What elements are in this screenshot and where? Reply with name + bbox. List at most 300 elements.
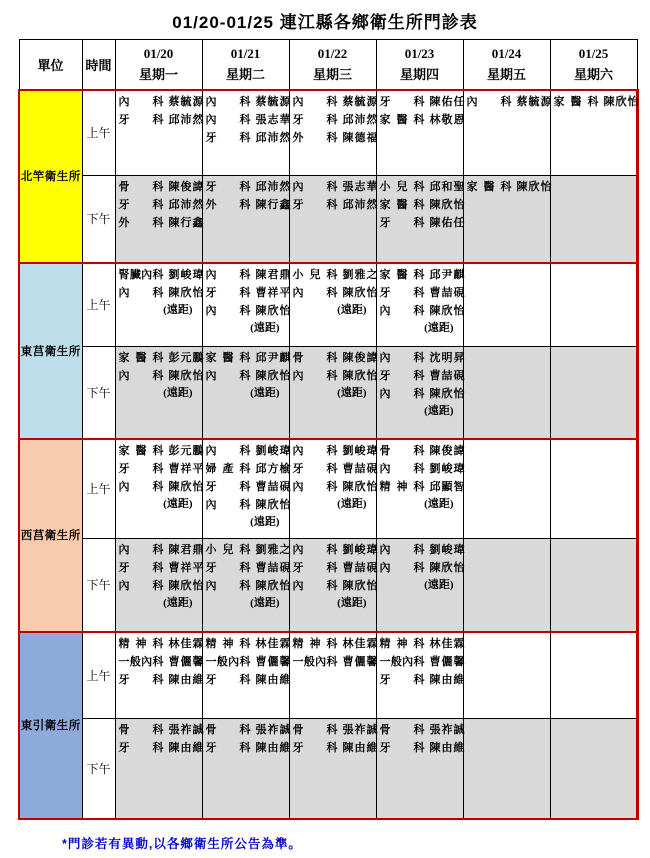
department: 內 科 [118,370,164,382]
session-label: 下午 [82,719,115,819]
schedule-entry [205,442,292,460]
department: 牙 科 [118,562,164,574]
header-day-weekday: 星期六 [573,67,613,83]
schedule-cell [289,263,379,347]
department: 牙 科 [379,217,425,229]
department: 內 科 [292,544,338,556]
department: 牙 科 [292,462,338,475]
remote-tag: (遠距) [424,405,454,417]
doctor-name: 張祚誠 [342,724,379,736]
doctor-name: 邱沛然 [168,113,205,126]
department: 一 般 內 科 [205,655,251,668]
schedule-entry [379,671,466,689]
schedule-entry [205,721,292,739]
header-day [115,40,202,90]
department: 牙 科 [205,131,251,144]
session-label: 下午 [82,176,115,263]
schedule-cell [289,176,379,263]
doctor-name: 蔡毓源 [342,95,379,108]
doctor-name: 邱沛然 [255,181,292,193]
doctor-name: 邱顯智 [429,480,466,493]
doctor-name: 林佳霖 [168,637,205,650]
schedule-entry [205,367,292,385]
schedule-row [19,347,637,439]
department: 骨 科 [379,724,425,736]
department: 精 神 科 [379,480,425,493]
schedule-entry [379,214,466,232]
department: 牙 科 [205,562,251,574]
doctor-name: 張志華 [255,113,292,126]
schedule-cell [289,632,379,719]
doctor-name: 陳欣怡 [255,370,292,382]
schedule-entry [205,349,292,367]
doctor-name: 陳欣怡 [168,580,205,592]
doctor-name: 陳行鑫 [168,217,205,229]
department: 牙 科 [292,113,338,126]
schedule-row [19,439,637,539]
schedule-cell [202,263,292,347]
schedule-entry [379,367,466,385]
schedule-entry [379,460,466,478]
doctor-name: 陳欣怡 [342,370,379,382]
doctor-name: 邱尹麒 [255,352,292,364]
department: 牙 科 [118,742,164,754]
schedule-entry [292,111,379,129]
schedule-entry [379,196,466,214]
header-day [376,40,463,90]
remote-tag: (遠距) [424,321,454,334]
department: 牙 科 [292,199,338,211]
schedule-entry [379,111,466,129]
schedule-entry [292,442,379,460]
schedule-entry [292,559,379,577]
department: 家 醫 科 [379,199,425,211]
doctor-name: 陳佑任 [429,217,466,229]
doctor-name: 林佳霖 [429,637,466,650]
clinic-name: 東引衛生所 [19,632,82,819]
remote-tag: (遠距) [337,303,367,316]
schedule-entry [379,721,466,739]
department: 牙 科 [205,480,251,493]
doctor-name: 蔡毓源 [516,95,553,108]
schedule-entry [292,178,379,196]
doctor-name: 劉峻瑋 [255,444,292,457]
doctor-name: 林佳霖 [342,637,379,650]
doctor-name: 曹儷馨 [168,655,205,668]
schedule-entry [205,460,292,478]
schedule-row [19,90,637,176]
schedule-entry [118,635,205,653]
schedule-cell [463,176,553,263]
schedule-entry [292,93,379,111]
schedule-entry [292,129,379,147]
schedule-entry [118,196,205,214]
schedule-entry [292,367,379,385]
doctor-name: 陳俊諱 [168,181,205,193]
header-day-date: 01/20 [143,46,174,62]
header-time: 時間 [82,40,115,90]
doctor-name: 邱尹麒 [429,268,466,281]
schedule-cell [289,347,379,439]
department: 內 科 [205,268,251,281]
department: 內 科 [118,95,164,108]
doctor-name: 陳欣怡 [255,498,292,511]
remote-tag: (遠距) [337,597,367,609]
department: 牙 科 [205,673,251,686]
doctor-name: 陳欣怡 [168,286,205,299]
doctor-name: 沈明昇 [429,352,466,364]
department: 牙 科 [379,742,425,754]
schedule-entry [379,559,466,577]
schedule-cell [376,719,466,819]
doctor-name: 陳欣怡 [429,562,466,574]
schedule-entry [205,129,292,147]
schedule-entry [118,284,205,302]
schedule-entry [379,349,466,367]
remote-tag: (遠距) [250,387,280,399]
schedule-entry [292,266,379,284]
doctor-name: 陳由維 [429,673,466,686]
doctor-name: 劉峻瑋 [168,268,205,281]
department: 骨 科 [292,724,338,736]
schedule-entry [205,496,292,514]
schedule-entry [553,93,640,111]
schedule-cell [463,632,550,719]
department: 精 神 科 [118,637,164,650]
schedule-entry [205,111,292,129]
schedule-cell [550,539,637,632]
department: 內 科 [205,95,251,108]
department: 精 神 科 [379,637,425,650]
schedule-cell [463,263,550,347]
schedule-cell [289,539,379,632]
department: 內 科 [118,480,164,493]
doctor-name: 陳君鼎 [255,268,292,281]
schedule-entry [118,541,205,559]
department: 牙 科 [118,199,164,211]
schedule-cell [463,90,553,176]
schedule-entry [118,178,205,196]
department: 牙 科 [379,95,425,108]
remote-tag: (遠距) [163,387,193,399]
doctor-name: 蔡毓源 [168,95,205,108]
department: 內 科 [379,562,425,574]
department: 牙 科 [379,286,425,299]
clinic-name: 西莒衛生所 [19,439,82,632]
schedule-entry [118,559,205,577]
schedule-cell [550,176,637,263]
doctor-name: 陳欣怡 [429,199,466,211]
schedule-cell [115,176,205,263]
department: 骨 科 [379,444,425,457]
department: 外 科 [292,131,338,144]
schedule-entry [379,478,466,496]
session-label: 上午 [82,263,115,347]
department: 內 科 [379,304,425,317]
doctor-name: 張志華 [342,181,379,193]
schedule-body [19,90,640,819]
schedule-entry [205,739,292,757]
doctor-name: 曹儷馨 [429,655,466,668]
remote-tag: (遠距) [337,387,367,399]
department: 內 科 [292,370,338,382]
department: 家 醫 科 [118,352,164,364]
doctor-name: 曹喆硯 [429,286,466,299]
remote-tag: (遠距) [424,579,454,591]
schedule-entry [118,671,205,689]
doctor-name: 陳欣怡 [255,580,292,592]
department: 家 醫 科 [205,352,251,364]
doctor-name: 邱和聖 [429,181,466,193]
doctor-name: 蔡毓源 [255,95,292,108]
doctor-name: 林佳霖 [255,637,292,650]
header-day [202,40,289,90]
schedule-entry [205,266,292,284]
schedule-cell [550,632,637,719]
doctor-name: 陳由維 [429,742,466,754]
clinic-name: 北竿衛生所 [19,90,82,263]
department: 內 科 [205,113,251,126]
doctor-name: 曹喆硯 [255,480,292,493]
doctor-name: 張祚誠 [429,724,466,736]
doctor-name: 張祚誠 [255,724,292,736]
schedule-entry [205,577,292,595]
schedule-entry [205,541,292,559]
schedule-cell [202,90,292,176]
doctor-name: 邱沛然 [255,131,292,144]
department: 內 科 [205,304,251,317]
doctor-name: 陳欣怡 [429,388,466,400]
schedule-cell [376,263,466,347]
schedule-cell [376,90,466,176]
doctor-name: 陳德福 [342,131,379,144]
schedule-cell [115,347,205,439]
session-label: 上午 [82,632,115,719]
doctor-name: 劉峻瑋 [342,444,379,457]
schedule-cell [289,439,379,539]
schedule-cell [463,539,550,632]
schedule-cell [202,632,292,719]
department: 骨 科 [292,352,338,364]
schedule-entry [379,302,466,320]
schedule-entry [118,739,205,757]
department: 婦 產 科 [205,462,251,475]
schedule-entry [292,460,379,478]
schedule-cell [115,632,205,719]
department: 家 醫 科 [379,113,425,126]
department: 牙 科 [118,673,164,686]
doctor-name: 劉雅之 [342,268,379,281]
schedule-row [19,719,637,819]
doctor-name: 陳欣怡 [342,580,379,592]
department: 外 科 [118,217,164,229]
doctor-name: 陳君鼎 [168,544,205,556]
schedule-entry [118,367,205,385]
header-day [463,40,550,90]
clinic-name: 東莒衛生所 [19,263,82,439]
doctor-name: 曹儷馨 [342,655,379,668]
remote-tag: (遠距) [250,597,280,609]
schedule-entry [379,178,466,196]
department: 內 科 [379,544,425,556]
schedule-entry [205,284,292,302]
doctor-name: 陳欣怡 [255,304,292,317]
schedule-cell [376,176,466,263]
schedule-cell [463,347,550,439]
schedule-row [19,539,637,632]
doctor-name: 劉峻瑋 [342,544,379,556]
department: 內 科 [379,352,425,364]
schedule-cell [463,719,550,819]
department: 牙 科 [205,181,251,193]
doctor-name: 劉峻瑋 [429,544,466,556]
schedule-entry [292,739,379,757]
schedule-table [18,39,639,820]
schedule-entry [205,671,292,689]
doctor-name: 彭元鵬 [168,352,205,364]
doctor-name: 陳佑任 [429,95,466,108]
schedule-entry [379,266,466,284]
doctor-name: 曹喆硯 [342,562,379,574]
header-row [19,40,637,90]
department: 一 般 內 科 [118,655,164,668]
doctor-name: 曹喆硯 [342,462,379,475]
department: 內 科 [118,286,164,299]
doctor-name: 邱沛然 [168,199,205,211]
schedule-cell [115,263,205,347]
header-day-date: 01/23 [404,46,435,62]
schedule-entry [118,266,205,284]
schedule-cell [376,539,466,632]
doctor-name: 劉雅之 [255,544,292,556]
remote-tag: (遠距) [337,497,367,510]
header-day-weekday: 星期三 [312,67,352,83]
department: 內 科 [205,580,251,592]
schedule-entry [205,653,292,671]
schedule-entry [205,196,292,214]
schedule-cell [202,439,292,539]
doctor-name: 曹祥平 [255,286,292,299]
schedule-cell [115,439,205,539]
schedule-entry [118,442,205,460]
department: 內 科 [292,95,338,108]
header-day-date: 01/25 [578,46,609,62]
department: 腎 臟 內 科 [118,268,164,281]
doctor-name: 邱方榆 [255,462,292,475]
department: 牙 科 [205,742,251,754]
schedule-cell [376,439,466,539]
schedule-entry [292,653,379,671]
doctor-name: 陳欣怡 [168,370,205,382]
schedule-entry [379,541,466,559]
header-day-weekday: 星期五 [486,67,526,83]
schedule-entry [292,721,379,739]
department: 小 兒 科 [205,544,251,556]
session-label: 下午 [82,347,115,439]
department: 內 科 [466,95,512,108]
schedule-cell [463,439,550,539]
department: 骨 科 [118,181,164,193]
schedule-entry [118,349,205,367]
schedule-cell [202,719,292,819]
schedule-entry [205,178,292,196]
department: 精 神 科 [205,637,251,650]
department: 小 兒 科 [292,268,338,281]
schedule-cell [376,632,466,719]
schedule-cell [115,719,205,819]
schedule-cell [550,719,637,819]
page-title: 01/20-01/25 連江縣各鄉衛生所門診表 [172,13,478,32]
schedule-cell [289,90,379,176]
doctor-name: 陳俊諱 [429,444,466,457]
schedule-cell [115,539,205,632]
schedule-entry [292,478,379,496]
schedule-entry [379,385,466,403]
department: 內 科 [292,480,338,493]
schedule-entry [379,739,466,757]
doctor-name: 彭元鵬 [168,444,205,457]
schedule-cell [289,719,379,819]
schedule-entry [292,284,379,302]
schedule-entry [379,284,466,302]
department: 內 科 [379,388,425,400]
schedule-cell [550,90,640,176]
doctor-name: 陳由維 [168,742,205,754]
schedule-entry [118,577,205,595]
department: 內 科 [118,544,164,556]
doctor-name: 曹喆硯 [429,370,466,382]
department: 內 科 [292,181,338,193]
schedule-entry [205,478,292,496]
session-label: 上午 [82,439,115,539]
department: 內 科 [379,462,425,475]
remote-tag: (遠距) [163,497,193,510]
header-day-date: 01/24 [491,46,522,62]
doctor-name: 陳欣怡 [603,95,640,108]
header-unit: 單位 [19,40,82,90]
schedule-cell [550,439,637,539]
schedule-row [19,632,637,719]
doctor-name: 陳俊諱 [342,352,379,364]
doctor-name: 林敬恩 [429,113,466,126]
schedule-entry [292,577,379,595]
doctor-name: 陳欣怡 [516,181,553,193]
doctor-name: 曹祥平 [168,462,205,475]
department: 牙 科 [118,113,164,126]
department: 骨 科 [118,724,164,736]
schedule-entry [118,460,205,478]
department: 牙 科 [292,742,338,754]
department: 牙 科 [379,370,425,382]
doctor-name: 陳由維 [255,742,292,754]
doctor-name: 陳欣怡 [342,480,379,493]
doctor-name: 陳欣怡 [429,304,466,317]
schedule-entry [379,442,466,460]
schedule-row [19,263,637,347]
department: 家 醫 科 [553,95,599,108]
schedule-entry [118,111,205,129]
doctor-name: 陳由維 [168,673,205,686]
doctor-name: 陳行鑫 [255,199,292,211]
department: 外 科 [205,199,251,211]
footer-note: *門診若有異動,以各鄉衛生所公告為準。 [62,836,302,851]
schedule-row [19,176,637,263]
department: 內 科 [292,580,338,592]
schedule-entry [205,302,292,320]
department: 家 醫 科 [118,444,164,457]
session-label: 上午 [82,90,115,176]
doctor-name: 邱沛然 [342,199,379,211]
